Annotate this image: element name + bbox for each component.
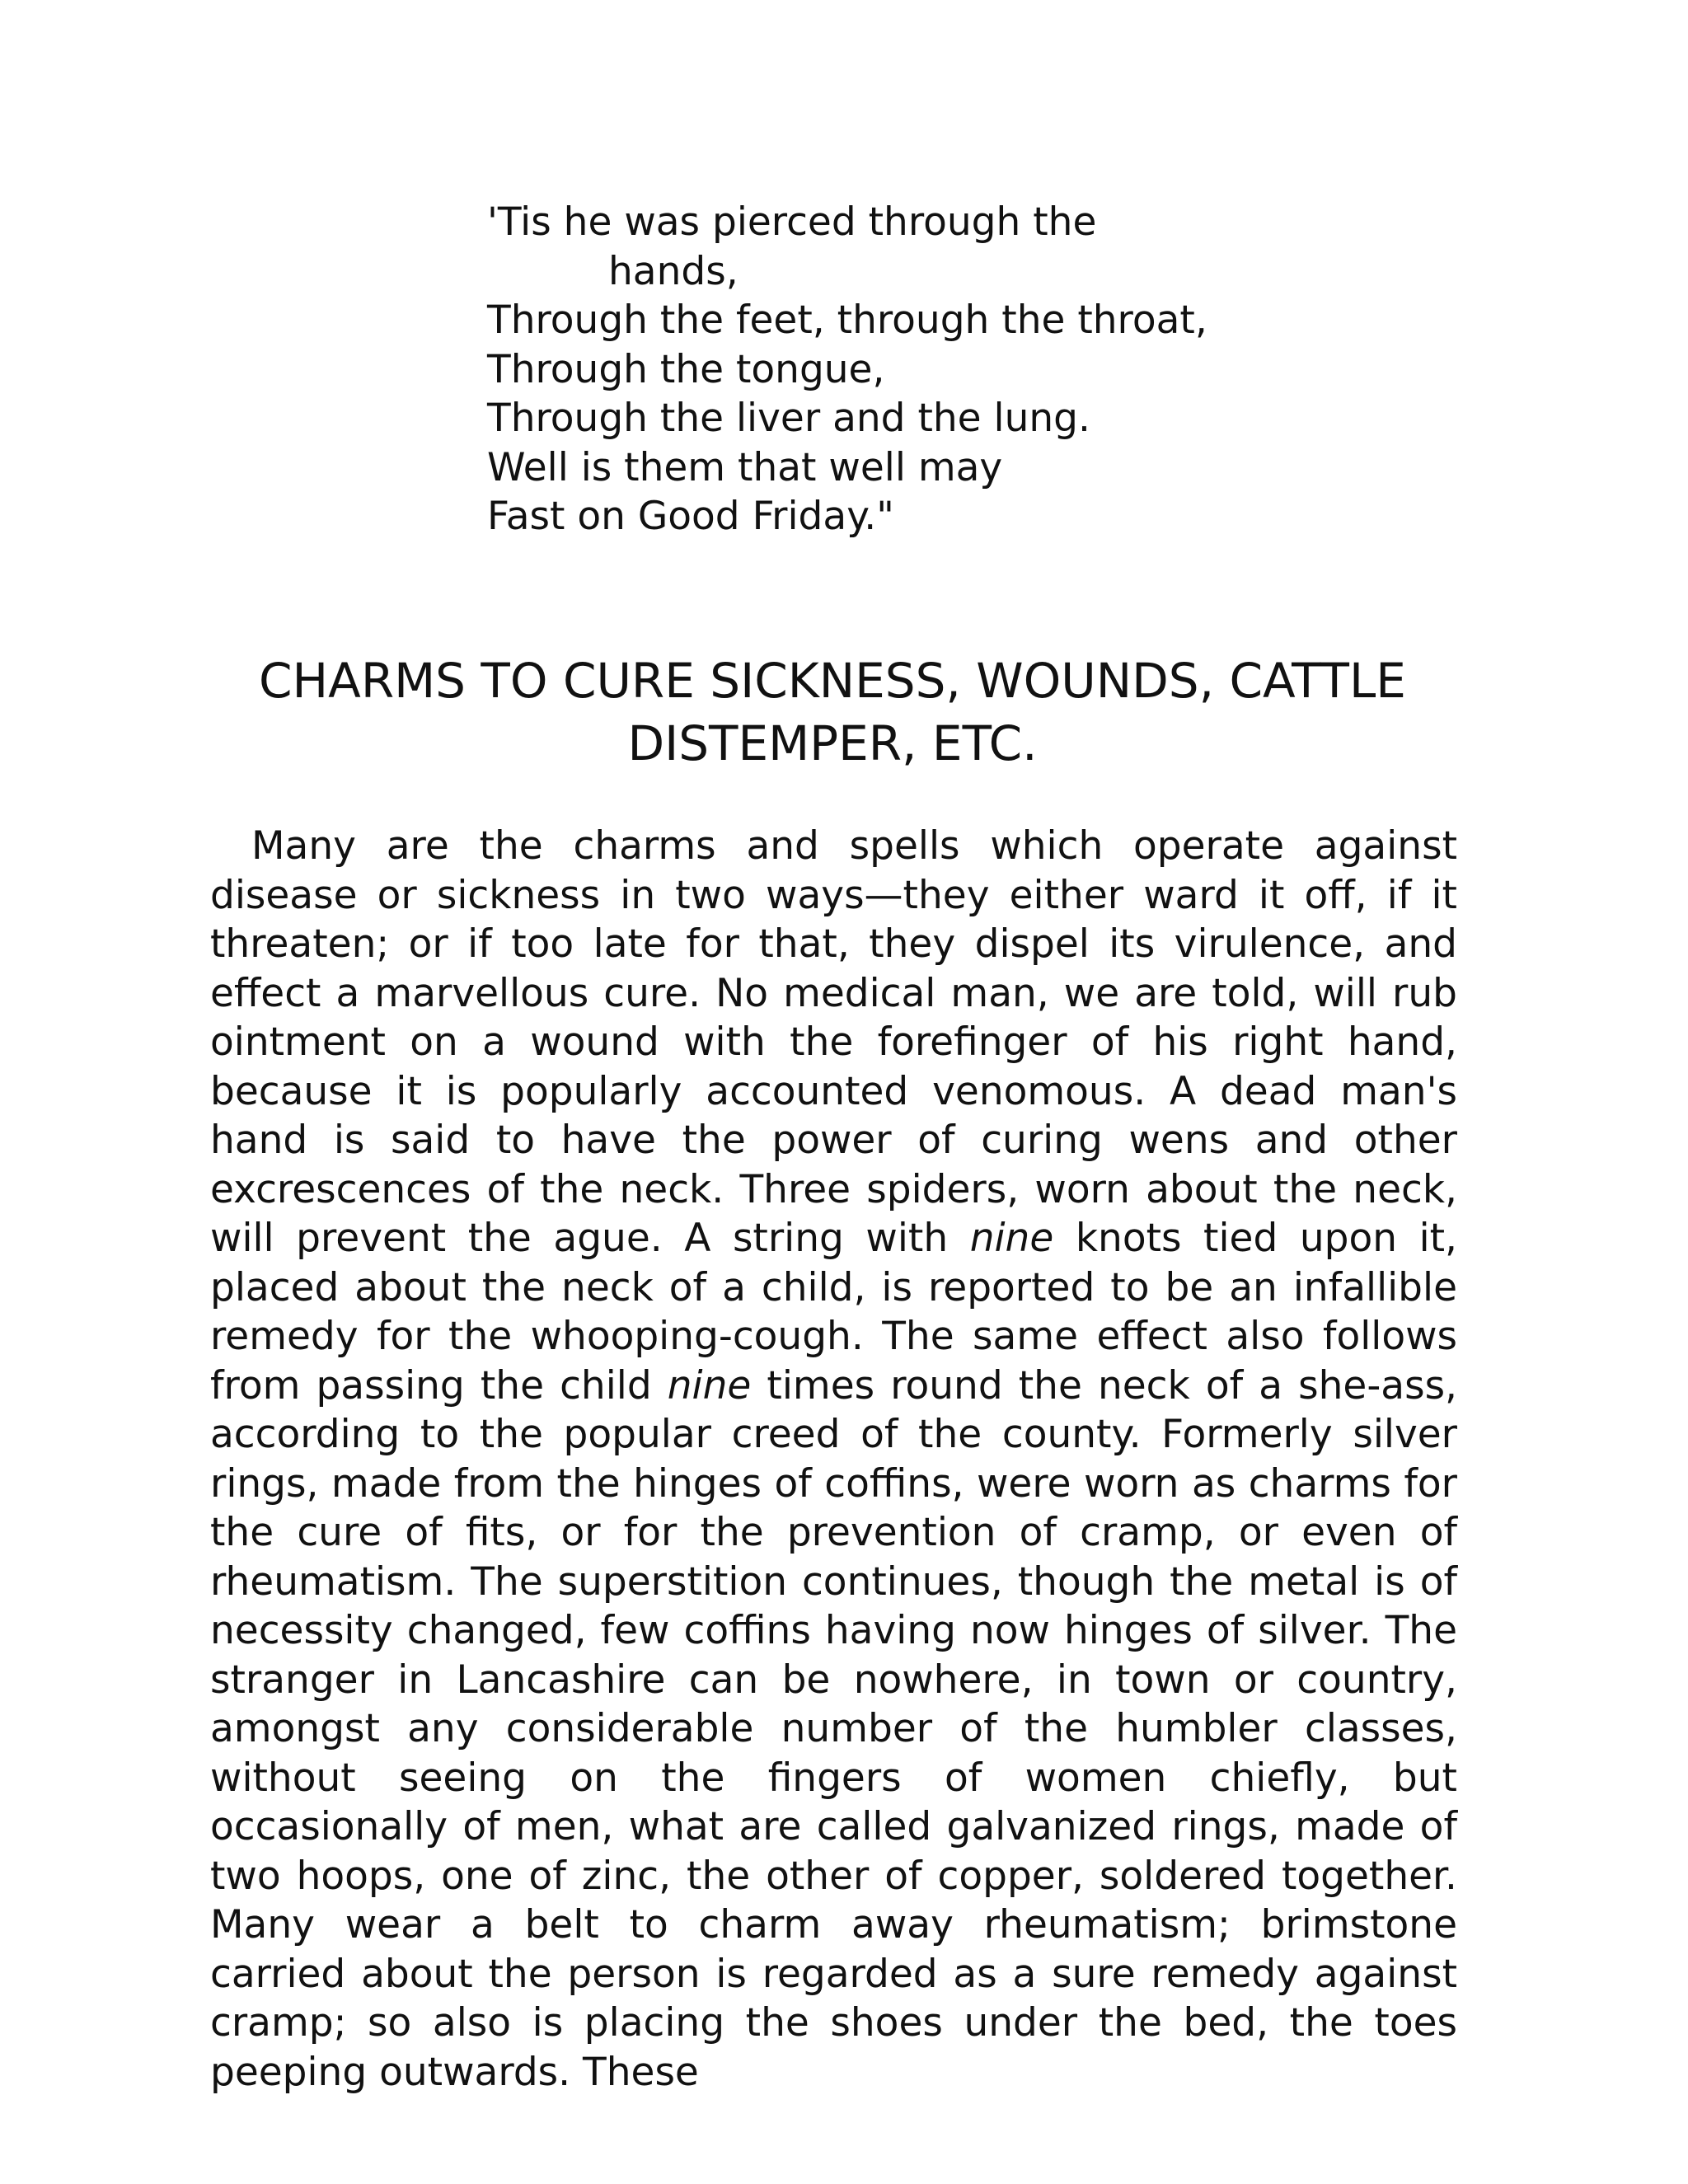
section-heading: CHARMS TO CURE SICKNESS, WOUNDS, CATTLE DISTEMPER, ETC. [259, 653, 1406, 771]
paragraph-text: Many are the charms and spells which operate against disease or sickness in two ways—they either ward it off, if it threaten; or if too late for that, they dispel its virulence, and effect a marvellous cure. No medical man, we are told, will rub ointment on a wound with the forefinger of his right hand, because it is popularly accounted venomous. A dead man's hand is said to have the power of curing wens and other excrescences of the neck. Three spiders, worn about the neck, will prevent the ague. A string with [210, 823, 1457, 1261]
verse-line: hands, [608, 248, 738, 294]
verse-line: Through the liver and the lung. [487, 396, 1090, 441]
verse-line: Well is them that well may [487, 444, 1003, 490]
verse-line: Fast on Good Friday." [487, 494, 894, 539]
body-paragraph [210, 822, 1457, 2097]
emphasis-nine: nine [969, 1216, 1054, 1261]
verse-line: Through the tongue, [487, 346, 885, 392]
verse-line: 'Tis he was pierced through the [487, 199, 1097, 245]
verse-line: Through the feet, through the throat, [487, 298, 1207, 343]
paragraph-text: knots tied upon it, placed about the neck of a child, is reported to be an infallible remedy for the whooping-cough. The same effect also follows from passing the child [210, 1216, 1457, 1408]
paragraph-text: times round the neck of a she-ass, according to the popular creed of the county. Formerly silver rings, made from the hinges of coffins, were worn as charms for the cure of fits, or for the prevention of cramp, or even of rheumatism. The superstition continues, though the metal is of necessity changed, few coffins having now hinges of silver. The stranger in Lancashire can be nowhere, in town or country, amongst any considerable number of the humbler classes, without seeing on the fingers of women chiefly, but occasionally of men, what are called galvanized rings, made of two hoops, one of zinc, the other of copper, soldered together. Many wear a belt to charm away rheumatism; brimstone carried about the person is regarded as a sure remedy against cramp; so also is placing the shoes under the bed, the toes peeping outwards. These [210, 1362, 1457, 2095]
emphasis-nine: nine [667, 1362, 752, 1408]
verse-block [487, 198, 1229, 541]
